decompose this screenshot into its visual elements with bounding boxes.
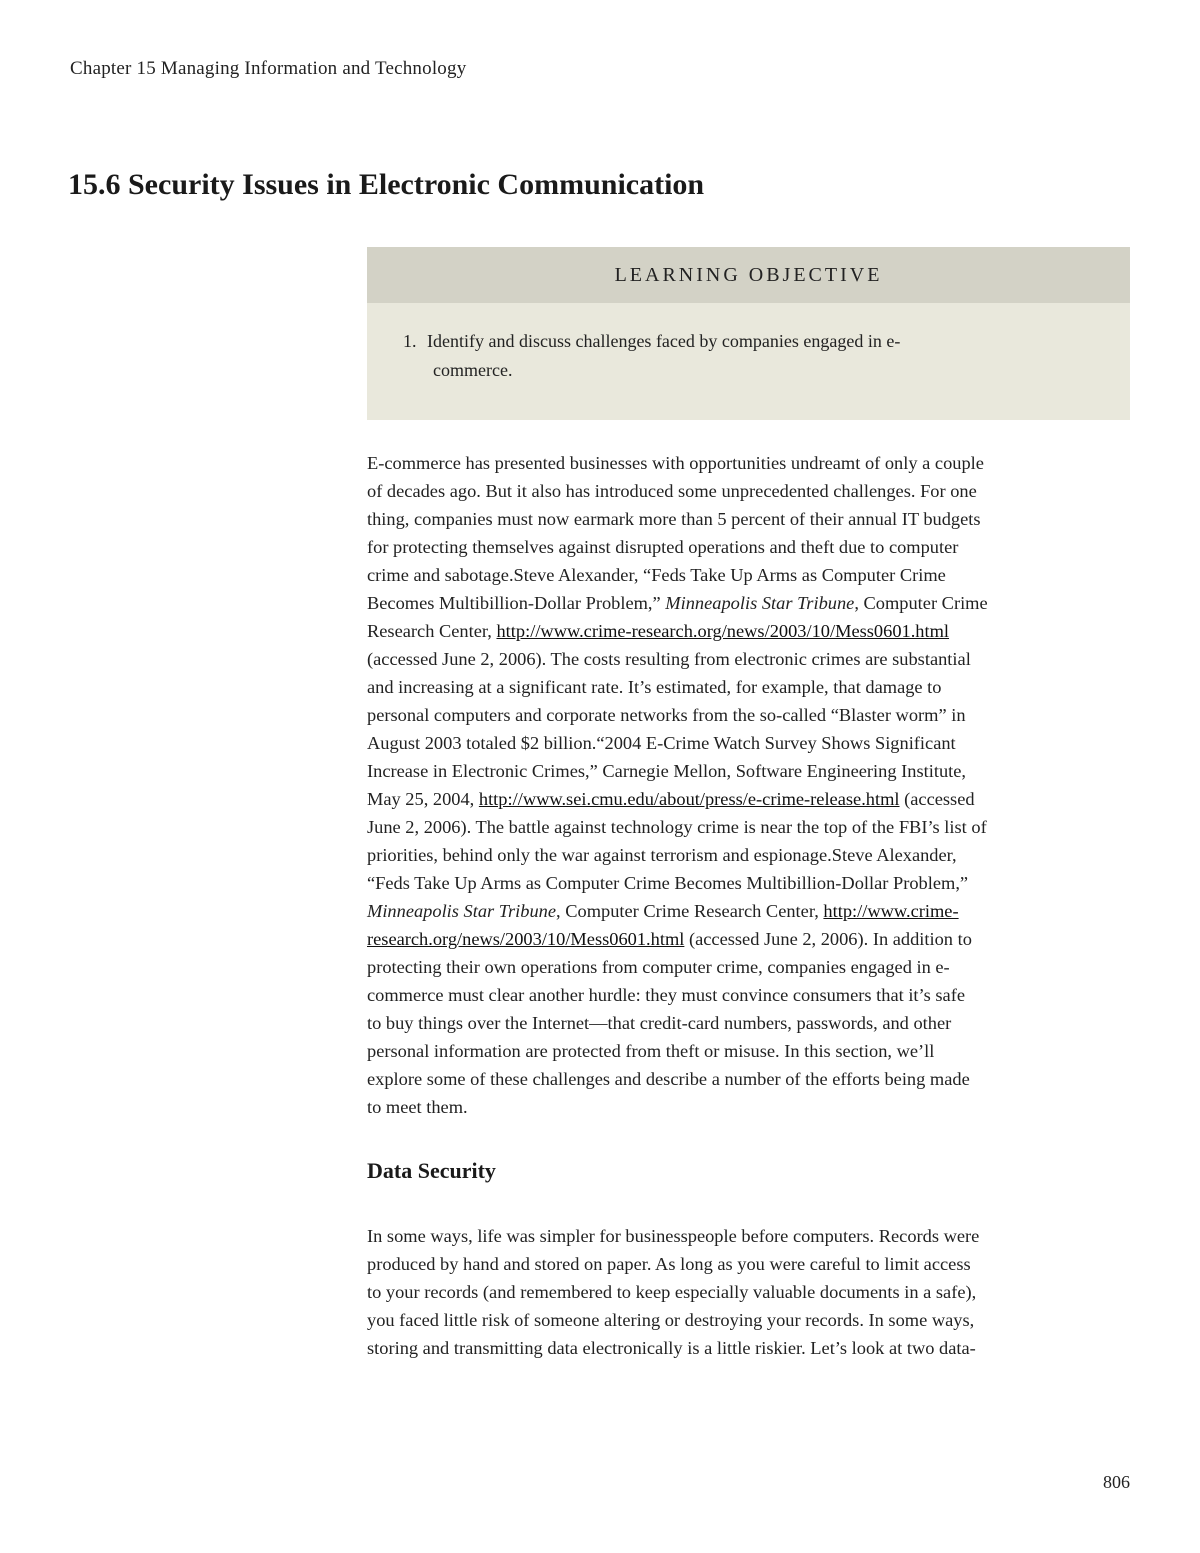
text-line: June 2, 2006). The battle against technology crime is near the top of the FBI’s list of — [367, 817, 987, 837]
text-line: explore some of these challenges and describe a number of the efforts being made — [367, 1069, 970, 1089]
text-line: thing, companies must now earmark more than 5 percent of their annual IT budgets — [367, 509, 981, 529]
text-line: to buy things over the Internet—that credit-card numbers, passwords, and other — [367, 1013, 952, 1033]
crime-research-link[interactable]: http://www.crime-research.org/news/2003/10/Mess0601.html — [496, 621, 950, 641]
text-line: In some ways, life was simpler for businesspeople before computers. Records were — [367, 1226, 980, 1246]
text-run: , Computer Crime Research Center, — [556, 901, 824, 921]
text-line — [367, 589, 1132, 617]
text-line: personal computers and corporate networks from the so-called “Blaster worm” in — [367, 705, 966, 725]
learning-objective-header: LEARNING OBJECTIVE — [367, 247, 1130, 303]
publication-title: Minneapolis Star Tribune — [367, 901, 557, 921]
learning-objective-box — [367, 247, 1130, 420]
text-line: and increasing at a significant rate. It’s estimated, for example, that damage to — [367, 677, 942, 697]
objective-number: 1. — [403, 331, 417, 351]
objective-text — [427, 327, 1043, 385]
text-run: Becomes Multibillion-Dollar Problem,” — [367, 593, 666, 613]
running-head: Chapter 15 Managing Information and Technology — [70, 58, 467, 79]
text-line: priorities, behind only the war against terrorism and espionage.Steve Alexander, — [367, 845, 957, 865]
text-line: Increase in Electronic Crimes,” Carnegie Mellon, Software Engineering Institute, — [367, 761, 967, 781]
text-line: of decades ago. But it also has introduced some unprecedented challenges. For one — [367, 481, 977, 501]
text-line — [367, 785, 1132, 813]
text-line: to your records (and remembered to keep especially valuable documents in a safe), — [367, 1282, 977, 1302]
sei-cmu-link[interactable]: http://www.sei.cmu.edu/about/press/e-crime-release.html — [478, 789, 900, 809]
learning-objective-item — [403, 327, 1043, 385]
learning-objective-list — [403, 327, 1043, 385]
intro-paragraph — [367, 449, 1132, 1121]
text-line: (accessed June 2, 2006). The costs resulting from electronic crimes are substantial — [367, 649, 971, 669]
text-line: August 2003 totaled $2 billion.“2004 E-Crime Watch Survey Shows Significant — [367, 733, 956, 753]
page-number: 806 — [1103, 1472, 1130, 1492]
crime-research-link-2-part1[interactable]: http://www.crime- — [823, 901, 959, 921]
text-run: Research Center, — [367, 621, 497, 641]
text-line: you faced little risk of someone altering or destroying your records. In some ways, — [367, 1310, 975, 1330]
data-security-heading: Data Security — [367, 1158, 496, 1183]
text-line — [367, 617, 1132, 645]
crime-research-link-2-part2[interactable]: research.org/news/2003/10/Mess0601.html — [367, 929, 685, 949]
text-run: , Computer Crime — [854, 593, 988, 613]
text-line: commerce must clear another hurdle: they must convince consumers that it’s safe — [367, 985, 966, 1005]
text-line: personal information are protected from theft or misuse. In this section, we’ll — [367, 1041, 935, 1061]
objective-line: Identify and discuss challenges faced by companies engaged in e- — [427, 331, 901, 351]
objective-line: commerce. — [433, 360, 513, 380]
text-line — [367, 925, 1132, 953]
text-line: for protecting themselves against disrupted operations and theft due to computer — [367, 537, 959, 557]
text-line: crime and sabotage.Steve Alexander, “Feds Take Up Arms as Computer Crime — [367, 565, 946, 585]
text-line: storing and transmitting data electronically is a little riskier. Let’s look at two data- — [367, 1338, 976, 1358]
data-security-paragraph — [367, 1222, 1132, 1362]
text-line: E-commerce has presented businesses with opportunities undreamt of only a couple — [367, 453, 984, 473]
text-run: May 25, 2004, — [367, 789, 479, 809]
text-run: (accessed — [899, 789, 975, 809]
text-line: to meet them. — [367, 1097, 468, 1117]
text-run: (accessed June 2, 2006). In addition to — [684, 929, 972, 949]
text-line: produced by hand and stored on paper. As long as you were careful to limit access — [367, 1254, 971, 1274]
publication-title: Minneapolis Star Tribune — [665, 593, 855, 613]
text-line: “Feds Take Up Arms as Computer Crime Becomes Multibillion-Dollar Problem,” — [367, 873, 969, 893]
text-line — [367, 897, 1132, 925]
text-line: protecting their own operations from computer crime, companies engaged in e- — [367, 957, 950, 977]
section-title: 15.6 Security Issues in Electronic Communication — [68, 168, 705, 201]
